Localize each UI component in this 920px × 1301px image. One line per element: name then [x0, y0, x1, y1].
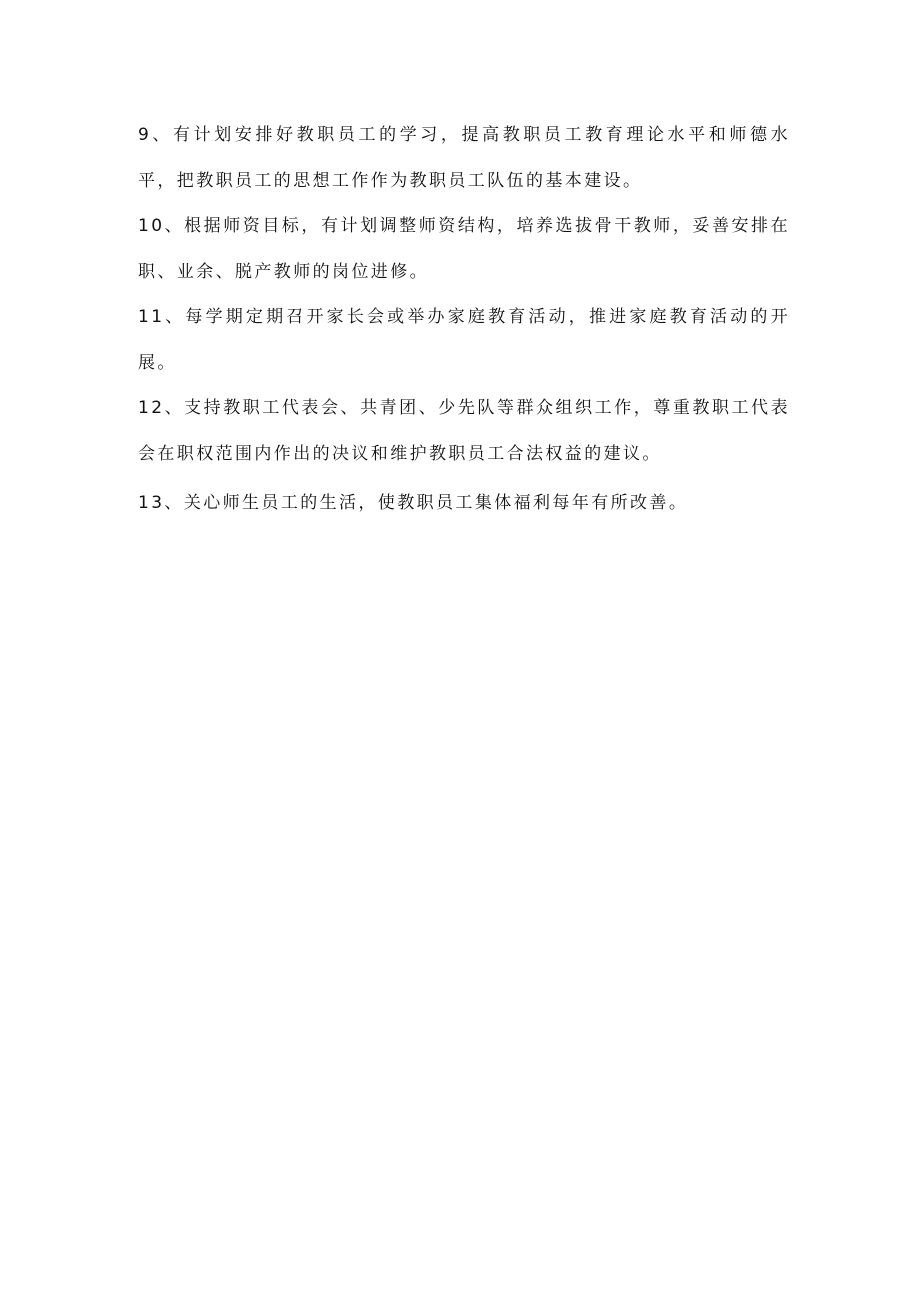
list-item-12: 12、支持教职工代表会、共青团、少先队等群众组织工作，尊重教职工代表会在职权范围内作出的决议和维护教职员工合法权益的建议。 — [138, 398, 790, 464]
list-item-10: 10、根据师资目标，有计划调整师资结构，培养选拔骨干教师，妥善安排在职、业余、脱产教师的岗位进修。 — [138, 216, 790, 282]
list-item-9: 9、有计划安排好教职员工的学习，提高教职员工教育理论水平和师德水平，把教职员工的思想工作作为教职员工队伍的基本建设。 — [138, 125, 790, 191]
document-body — [138, 113, 790, 527]
list-item-11: 11、每学期定期召开家长会或举办家庭教育活动，推进家庭教育活动的开展。 — [138, 307, 790, 373]
list-item-13: 13、关心师生员工的生活，使教职员工集体福利每年有所改善。 — [138, 493, 689, 513]
